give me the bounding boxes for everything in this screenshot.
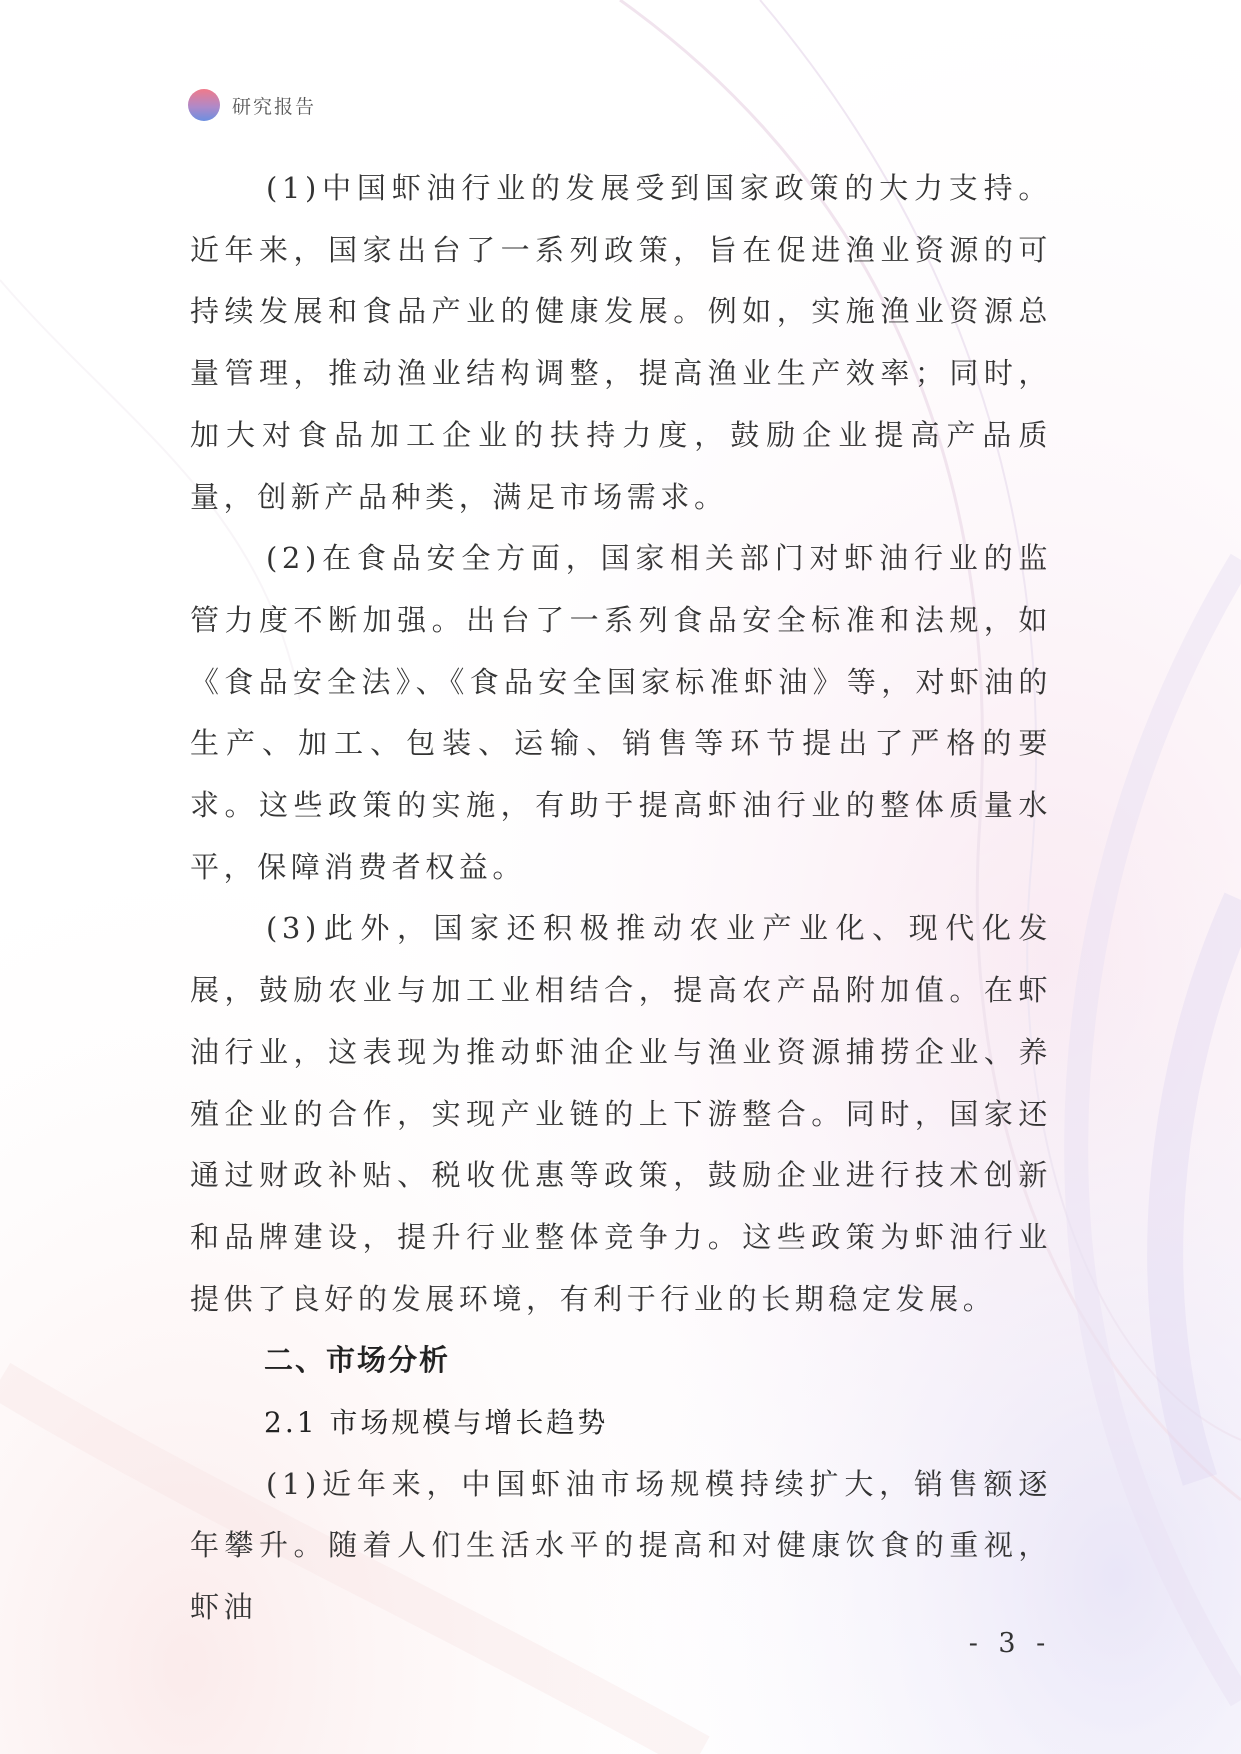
- section-heading: 二、市场分析: [264, 1343, 451, 1378]
- page-number: - 3 -: [968, 1628, 1052, 1659]
- logo-icon: [188, 89, 220, 121]
- header-title: 研究报告: [232, 95, 317, 118]
- paragraph-market-size: (1)近年来，中国虾油市场规模持续扩大，销售额逐年攀升。随着人们生活水平的提高和对健康饮食的重视，虾油: [190, 1466, 1052, 1625]
- paragraph-industrialization: (3)此外，国家还积极推动农业产业化、现代化发展，鼓励农业与加工业相结合，提高农产品附加值。在虾油行业，这表现为推动虾油企业与渔业资源捕捞企业、养殖企业的合作，实现产业链的上下游整合。同时，国家还通过财政补贴、税收优惠等政策，鼓励企业进行技术创新和品牌建设，提升行业整体竞争力。这些政策为虾油行业提供了良好的发展环境，有利于行业的长期稳定发展。: [190, 911, 1052, 1316]
- paragraph-food-safety: (2)在食品安全方面，国家相关部门对虾油行业的监管力度不断加强。出台了一系列食品安全标准和法规，如《食品安全法》、《食品安全国家标准虾油》等，对虾油的生产、加工、包装、运输、销售等环节提出了严格的要求。这些政策的实施，有助于提高虾油行业的整体质量水平，保障消费者权益。: [190, 541, 1052, 884]
- report-header: [188, 88, 316, 122]
- document-body: [190, 158, 1052, 1639]
- subsection-heading: 2.1 市场规模与增长趋势: [264, 1406, 609, 1440]
- paragraph-policy-support: (1)中国虾油行业的发展受到国家政策的大力支持。近年来，国家出台了一系列政策，旨在促进渔业资源的可持续发展和食品产业的健康发展。例如，实施渔业资源总量管理，推动渔业结构调整，提高渔业生产效率；同时，加大对食品加工企业的扶持力度，鼓励企业提高产品质量，创新产品种类，满足市场需求。: [190, 171, 1052, 514]
